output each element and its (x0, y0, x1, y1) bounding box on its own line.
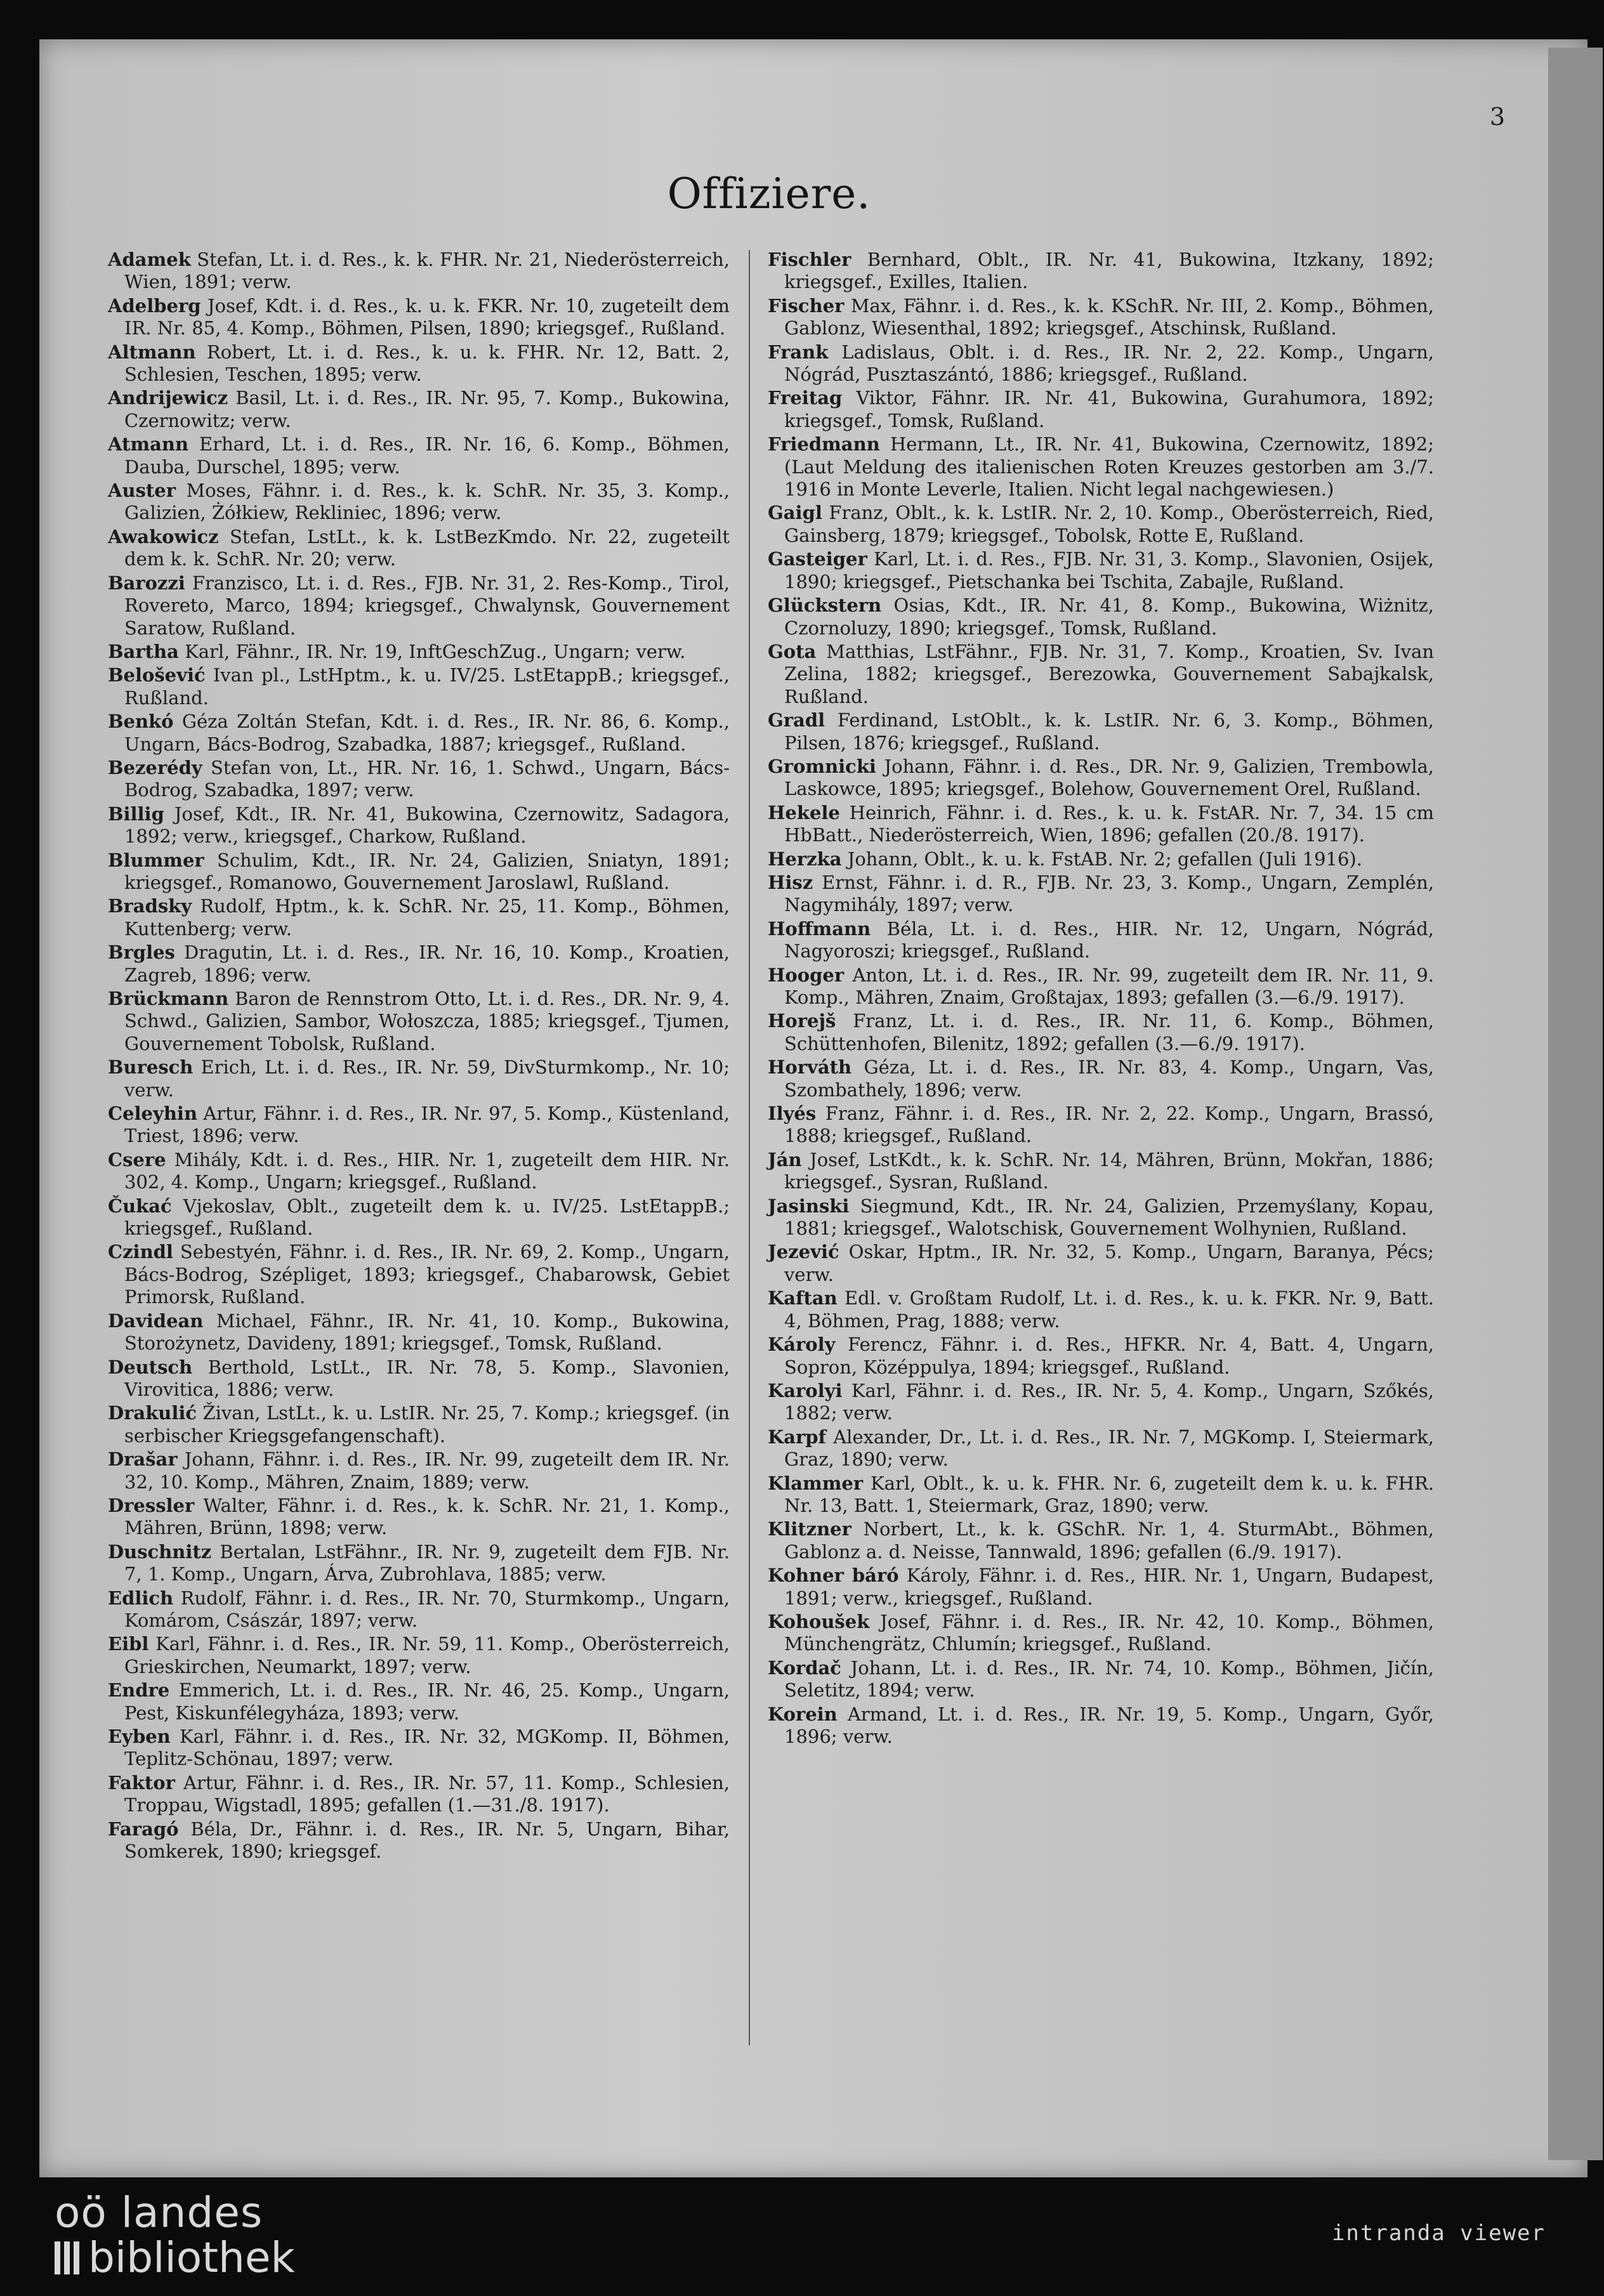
list-entry (108, 1633, 730, 1678)
entry-details: Johann, Lt. i. d. Res., IR. Nr. 74, 10. Komp., Böhmen, Jičín, Seletitz, 1894; verw. (784, 1656, 1434, 1702)
column-divider (749, 250, 750, 2045)
entry-details: Rudolf, Fähnr. i. d. Res., IR. Nr. 70, Sturmkomp., Ungarn, Komárom, Császár, 1897; verw. (124, 1587, 730, 1631)
entry-details: Karl, Oblt., k. u. k. FHR. Nr. 6, zugeteilt dem k. u. k. FHR. Nr. 13, Batt. 1, Steiermark, Graz, 1890; verw. (784, 1472, 1434, 1516)
list-entry (108, 1356, 730, 1401)
entry-surname: Hoffmann (768, 917, 871, 940)
list-entry (108, 664, 730, 709)
entry-details: Max, Fähnr. i. d. Res., k. k. KSchR. Nr. III, 2. Komp., Böhmen, Gablonz, Wiesenthal, 1892; kriegsgef., Atschinsk, Rußland. (784, 294, 1434, 339)
list-entry (768, 1473, 1434, 1518)
entry-details: Robert, Lt. i. d. Res., k. u. k. FHR. Nr. 12, Batt. 2, Schlesien, Teschen, 1895; verw. (124, 341, 730, 386)
scanned-page (39, 39, 1588, 2177)
entry-details: Josef, Kdt. i. d. Res., k. u. k. FKR. Nr. 10, zugeteilt dem IR. Nr. 85, 4. Komp., Böhmen, Pilsen, 1890; kriegsgef., Rußland. (124, 294, 730, 339)
entry-surname: Drašar (108, 1448, 178, 1471)
entry-details: Osias, Kdt., IR. Nr. 41, 8. Komp., Bukowina, Wiżnitz, Czornoluzy, 1890; kriegsgef., Tomsk, Rußland. (784, 594, 1434, 639)
left-column (108, 249, 730, 1864)
entry-details: Ferdinand, LstOblt., k. k. LstIR. Nr. 6, 3. Komp., Böhmen, Pilsen, 1876; kriegsgef., Rußland. (784, 709, 1434, 754)
entry-surname: Awakowicz (108, 525, 219, 548)
entry-surname: Klammer (768, 1472, 864, 1494)
entry-details: Sebestyén, Fähnr. i. d. Res., IR. Nr. 69, 2. Komp., Ungarn, Bács-Bodrog, Szépliget, 1893; kriegsgef., Chabarowsk, Gebiet Primorsk, Rußland. (124, 1241, 730, 1308)
entry-surname: Auster (108, 480, 176, 502)
entry-details: Johann, Fähnr. i. d. Res., IR. Nr. 99, zugeteilt dem IR. Nr. 32, 10. Komp., Mähren, Znaim, 1889; verw. (124, 1448, 730, 1493)
entry-surname: Friedmann (768, 433, 880, 456)
entry-details: Artur, Fähnr. i. d. Res., IR. Nr. 57, 11. Komp., Schlesien, Troppau, Wigstadl, 1895; gefallen (1.—31./8. 1917). (124, 1771, 730, 1816)
entry-surname: Deutsch (108, 1356, 193, 1378)
list-entry (768, 594, 1434, 640)
entry-details: Erhard, Lt. i. d. Res., IR. Nr. 16, 6. Komp., Böhmen, Dauba, Durschel, 1895; verw. (124, 433, 730, 478)
entry-details: Stefan von, Lt., HR. Nr. 16, 1. Schwd., Ungarn, Bács-Bodrog, Szabadka, 1897; verw. (124, 756, 730, 801)
entry-details: Stefan, LstLt., k. k. LstBezKmdo. Nr. 22, zugeteilt dem k. k. SchR. Nr. 20; verw. (124, 525, 730, 570)
list-entry (768, 1334, 1434, 1379)
list-entry (768, 1287, 1434, 1332)
entry-surname: Faragó (108, 1818, 179, 1840)
entry-surname: Horváth (768, 1056, 852, 1079)
entry-details: Franz, Oblt., k. k. LstIR. Nr. 2, 10. Komp., Oberösterreich, Ried, Gainsberg, 1879; kriegsgef., Tobolsk, Rotte E, Rußland. (784, 502, 1434, 546)
list-entry (108, 526, 730, 571)
list-entry (768, 1657, 1434, 1702)
entry-surname: Benkó (108, 711, 174, 733)
entry-surname: Blummer (108, 849, 204, 871)
entry-details: Rudolf, Hptm., k. k. SchR. Nr. 25, 11. Komp., Böhmen, Kuttenberg; verw. (124, 895, 730, 940)
entry-details: Norbert, Lt., k. k. GSchR. Nr. 1, 4. SturmAbt., Böhmen, Gablonz a. d. Neisse, Tannwald, 1896; gefallen (6./9. 1917). (784, 1518, 1434, 1563)
list-entry (108, 1818, 730, 1863)
list-entry (768, 1611, 1434, 1656)
entry-details: Ernst, Fähnr. i. d. R., FJB. Nr. 23, 3. Komp., Ungarn, Zemplén, Nagymihály, 1897; verw. (784, 871, 1434, 916)
entry-surname: Ilyés (768, 1103, 817, 1125)
list-entry (108, 295, 730, 340)
entry-surname: Hooger (768, 964, 845, 986)
entry-details: Karl, Fähnr. i. d. Res., IR. Nr. 5, 4. Komp., Ungarn, Szőkés, 1882; verw. (784, 1379, 1434, 1424)
list-entry (768, 1241, 1434, 1286)
entry-details: Oskar, Hptm., IR. Nr. 32, 5. Komp., Ungarn, Baranya, Pécs; verw. (784, 1241, 1434, 1285)
list-entry (108, 1103, 730, 1148)
entry-surname: Gasteiger (768, 548, 867, 570)
list-entry (108, 1495, 730, 1540)
logo-bars-icon (55, 2241, 79, 2274)
entry-details: Artur, Fähnr. i. d. Res., IR. Nr. 97, 5. Komp., Küstenland, Triest, 1896; verw. (124, 1103, 730, 1147)
entry-surname: Gaigl (768, 502, 822, 524)
entry-surname: Korein (768, 1703, 838, 1725)
entry-surname: Herzka (768, 848, 842, 870)
entry-details: Dragutin, Lt. i. d. Res., IR. Nr. 16, 10. Komp., Kroatien, Zagreb, 1896; verw. (124, 941, 730, 986)
entry-details: Mihály, Kdt. i. d. Res., HIR. Nr. 1, zugeteilt dem HIR. Nr. 302, 4. Komp., Ungarn; kriegsgef., Rußland. (124, 1148, 730, 1193)
entry-surname: Gradl (768, 709, 825, 731)
list-entry (108, 850, 730, 895)
entry-details: Alexander, Dr., Lt. i. d. Res., IR. Nr. 7, MGKomp. I, Steiermark, Graz, 1890; verw. (784, 1426, 1434, 1471)
entry-details: Živan, LstLt., k. u. LstIR. Nr. 25, 7. Komp.; kriegsgef. (in serbischer Kriegsgefangenschaft). (124, 1402, 730, 1446)
entry-surname: Dressler (108, 1494, 195, 1516)
list-entry (768, 1565, 1434, 1610)
list-entry (108, 572, 730, 640)
list-entry (768, 1103, 1434, 1148)
entry-surname: Klitzner (768, 1518, 851, 1540)
entry-details: Franz, Fähnr. i. d. Res., IR. Nr. 2, 22. Komp., Ungarn, Brassó, 1888; kriegsgef., Rußland. (784, 1103, 1434, 1147)
list-entry (108, 341, 730, 386)
list-entry (768, 548, 1434, 593)
entry-details: Béla, Lt. i. d. Res., HIR. Nr. 12, Ungarn, Nógrád, Nagyoroszi; kriegsgef., Rußland. (784, 917, 1434, 962)
entry-details: Bertalan, LstFähnr., IR. Nr. 9, zugeteilt dem FJB. Nr. 7, 1. Komp., Ungarn, Árva, Zubrohlava, 1885; verw. (124, 1540, 730, 1585)
list-entry (768, 249, 1434, 294)
list-entry (768, 387, 1434, 432)
entry-surname: Duschnitz (108, 1540, 212, 1563)
list-entry (768, 1149, 1434, 1194)
entry-surname: Faktor (108, 1771, 175, 1794)
entry-surname: Kaftan (768, 1287, 838, 1309)
entry-details: Ferencz, Fähnr. i. d. Res., HFKR. Nr. 4, Batt. 4, Ungarn, Sopron, Középpulya, 1894; kriegsgef., Rußland. (784, 1334, 1434, 1378)
list-entry (768, 756, 1434, 801)
list-entry (768, 1195, 1434, 1240)
entry-surname: Bezerédy (108, 756, 202, 778)
list-entry (108, 1241, 730, 1308)
list-entry (768, 502, 1434, 547)
entry-details: Erich, Lt. i. d. Res., IR. Nr. 59, DivSturmkomp., Nr. 10; verw. (124, 1056, 730, 1101)
entry-surname: Kordač (768, 1656, 841, 1679)
entry-surname: Billig (108, 803, 164, 825)
entry-surname: Bradsky (108, 895, 192, 917)
list-entry (108, 1587, 730, 1632)
entry-details: Michael, Fähnr., IR. Nr. 41, 10. Komp., Bukowina, Storożynetz, Davideny, 1891; kriegsgef., Tomsk, Rußland. (124, 1309, 730, 1355)
logo-text-top: oö landes (55, 2188, 263, 2237)
entry-surname: Drakulić (108, 1402, 197, 1424)
list-entry (768, 872, 1434, 917)
entry-details: Karl, Lt. i. d. Res., FJB. Nr. 31, 3. Komp., Slavonien, Osijek, 1890; kriegsgef., Pietschanka bei Tschita, Zabajle, Rußland. (784, 548, 1434, 593)
entry-surname: Jezević (768, 1241, 839, 1263)
entry-details: Basil, Lt. i. d. Res., IR. Nr. 95, 7. Komp., Bukowina, Czernowitz; verw. (124, 387, 730, 431)
list-entry (768, 1703, 1434, 1748)
list-entry (768, 295, 1434, 340)
entry-surname: Edlich (108, 1587, 174, 1609)
list-entry (108, 803, 730, 848)
list-entry (108, 1310, 730, 1355)
entry-details: Johann, Fähnr. i. d. Res., DR. Nr. 9, Galizien, Trembowla, Laskowce, 1895; kriegsgef., Bolehow, Gouvernement Orel, Rußland. (784, 755, 1434, 800)
list-entry (768, 709, 1434, 754)
entry-surname: Eyben (108, 1726, 171, 1747)
entry-surname: Horejš (768, 1010, 836, 1032)
entry-surname: Frank (768, 341, 829, 363)
list-entry (108, 1726, 730, 1771)
entry-details: Josef, LstKdt., k. k. SchR. Nr. 14, Mähren, Brünn, Mokřan, 1886; kriegsgef., Sysran, Rußland. (784, 1148, 1434, 1193)
entry-details: Viktor, Fähnr. IR. Nr. 41, Bukowina, Gurahumora, 1892; kriegsgef., Tomsk, Rußland. (784, 387, 1434, 431)
entry-details: Karl, Fähnr., IR. Nr. 19, InftGeschZug., Ungarn; verw. (178, 640, 686, 662)
entry-details: Schulim, Kdt., IR. Nr. 24, Galizien, Sniatyn, 1891; kriegsgef., Romanowo, Gouvernement Jaroslawl, Rußland. (124, 849, 730, 893)
entry-surname: Davidean (108, 1309, 204, 1332)
list-entry (108, 757, 730, 802)
entry-details: Johann, Oblt., k. u. k. FstAB. Nr. 2; gefallen (Juli 1916). (841, 848, 1362, 870)
entry-surname: Celeyhin (108, 1103, 198, 1125)
entry-details: Siegmund, Kdt., IR. Nr. 24, Galizien, Przemyślany, Kopau, 1881; kriegsgef., Walotschisk, Gouvernement Wolhynien, Rußland. (784, 1195, 1434, 1240)
entry-details: Berthold, LstLt., IR. Nr. 78, 5. Komp., Slavonien, Virovitica, 1886; verw. (124, 1356, 730, 1400)
entry-details: Géza, Lt. i. d. Res., IR. Nr. 83, 4. Komp., Ungarn, Vas, Szombathely, 1896; verw. (784, 1056, 1434, 1101)
page-number: 3 (1489, 103, 1505, 131)
entry-surname: Buresch (108, 1056, 194, 1079)
list-entry (108, 1541, 730, 1586)
list-entry (108, 387, 730, 432)
list-entry (108, 941, 730, 987)
list-entry (768, 1518, 1434, 1563)
list-entry (108, 1772, 730, 1817)
list-entry (768, 918, 1434, 963)
library-logo (55, 2188, 295, 2282)
entry-surname: Gota (768, 640, 817, 662)
entry-surname: Gromnicki (768, 755, 876, 777)
list-entry (108, 1402, 730, 1447)
entry-surname: Czindl (108, 1241, 173, 1263)
list-entry (108, 711, 730, 756)
entry-details: Anton, Lt. i. d. Res., IR. Nr. 99, zugeteilt dem IR. Nr. 11, 9. Komp., Mähren, Znaim, Großtajax, 1893; gefallen (3.—6./9. 1917). (784, 964, 1434, 1008)
entry-surname: Jasinski (768, 1195, 850, 1217)
entry-surname: Glückstern (768, 594, 882, 617)
entry-details: Vjekoslav, Oblt., zugeteilt dem k. u. IV/25. LstEtappB.; kriegsgef., Rußland. (124, 1195, 730, 1240)
entry-surname: Kohoušek (768, 1610, 870, 1632)
entry-details: Hermann, Lt., IR. Nr. 41, Bukowina, Czernowitz, 1892; (Laut Meldung des italienischen Roten Kreuzes gestorben am 3./7. 1916 in Monte Leverle, Italien. Nicht legal nachgewiesen.) (784, 433, 1434, 501)
entry-surname: Karpf (768, 1426, 827, 1448)
entry-details: Franzisco, Lt. i. d. Res., FJB. Nr. 31, 2. Res-Komp., Tirol, Rovereto, Marco, 1894; kriegsgef., Chwalynsk, Gouvernement Saratow, Rußland. (124, 572, 730, 639)
entry-details: Károly, Fähnr. i. d. Res., HIR. Nr. 1, Ungarn, Budapest, 1891; verw., kriegsgef., Rußland. (784, 1565, 1434, 1609)
list-entry (768, 1010, 1434, 1055)
list-entry (108, 433, 730, 478)
entry-surname: Adamek (108, 249, 191, 270)
list-entry (768, 848, 1434, 870)
right-column (768, 249, 1434, 1749)
entry-details: Josef, Fähnr. i. d. Res., IR. Nr. 42, 10. Komp., Böhmen, Münchengrätz, Chlumín; kriegsgef., Rußland. (784, 1610, 1434, 1655)
list-entry (108, 249, 730, 294)
entry-surname: Andrijewicz (108, 387, 228, 409)
entry-details: Josef, Kdt., IR. Nr. 41, Bukowina, Czernowitz, Sadagora, 1892; verw., kriegsgef., Charkow, Rußland. (124, 803, 730, 848)
entry-details: Karl, Fähnr. i. d. Res., IR. Nr. 32, MGKomp. II, Böhmen, Teplitz-Schönau, 1897; verw. (124, 1726, 730, 1770)
entry-surname: Csere (108, 1148, 166, 1171)
entry-surname: Belošević (108, 664, 206, 686)
entry-details: Bernhard, Oblt., IR. Nr. 41, Bukowina, Itzkany, 1892; kriegsgef., Exilles, Italien. (784, 249, 1434, 293)
entry-surname: Hisz (768, 871, 813, 893)
list-entry (768, 1056, 1434, 1101)
entry-details: Emmerich, Lt. i. d. Res., IR. Nr. 46, 25. Komp., Ungarn, Pest, Kiskunfélegyháza, 1893; verw. (124, 1679, 730, 1724)
logo-text-bottom: bibliothek (88, 2233, 295, 2282)
entry-details: Heinrich, Fähnr. i. d. Res., k. u. k. FstAR. Nr. 7, 34. 15 cm HbBatt., Niederösterreich, Wien, 1896; gefallen (20./8. 1917). (784, 801, 1434, 846)
entry-details: Béla, Dr., Fähnr. i. d. Res., IR. Nr. 5, Ungarn, Bihar, Somkerek, 1890; kriegsgef. (124, 1818, 730, 1863)
list-entry (768, 802, 1434, 847)
list-entry (108, 1679, 730, 1724)
entry-details: Ladislaus, Oblt. i. d. Res., IR. Nr. 2, 22. Komp., Ungarn, Nógrád, Pusztaszántó, 1886; kriegsgef., Rußland. (784, 341, 1434, 386)
list-entry (108, 1195, 730, 1240)
list-entry (108, 988, 730, 1055)
page-title: Offiziere. (667, 169, 871, 218)
list-entry (768, 1380, 1434, 1425)
entry-details: Géza Zoltán Stefan, Kdt. i. d. Res., IR. Nr. 86, 6. Komp., Ungarn, Bács-Bodrog, Szabadka, 1887; kriegsgef., Rußland. (124, 711, 730, 755)
logo-text-bottom-row (55, 2234, 295, 2282)
entry-details: Ivan pl., LstHptm., k. u. IV/25. LstEtappB.; kriegsgef., Rußland. (124, 664, 730, 709)
entry-surname: Altmann (108, 341, 196, 363)
entry-surname: Fischler (768, 249, 851, 270)
entry-details: Franz, Lt. i. d. Res., IR. Nr. 11, 6. Komp., Böhmen, Schüttenhofen, Bilenitz, 1892; gefallen (3.—6./9. 1917). (784, 1010, 1434, 1054)
entry-details: Armand, Lt. i. d. Res., IR. Nr. 19, 5. Komp., Ungarn, Győr, 1896; verw. (784, 1703, 1434, 1747)
list-entry (768, 341, 1434, 386)
entry-details: Matthias, LstFähnr., FJB. Nr. 31, 7. Komp., Kroatien, Sv. Ivan Zelina, 1882; kriegsgef., Berezowka, Gouvernement Sabajkalsk, Rußland. (784, 640, 1434, 707)
entry-surname: Bartha (108, 640, 179, 662)
entry-details: Edl. v. Großtam Rudolf, Lt. i. d. Res., k. u. k. FKR. Nr. 9, Batt. 4, Böhmen, Prag, 1888; verw. (784, 1287, 1434, 1332)
list-entry (108, 895, 730, 940)
entry-details: Baron de Rennstrom Otto, Lt. i. d. Res., DR. Nr. 9, 4. Schwd., Galizien, Sambor, Wołoszcza, 1885; kriegsgef., Tjumen, Gouvernement Tobolsk, Rußland. (124, 988, 730, 1054)
list-entry (108, 641, 730, 663)
entry-surname: Fischer (768, 294, 845, 317)
entry-surname: Brückmann (108, 988, 229, 1009)
entry-details: Moses, Fähnr. i. d. Res., k. k. SchR. Nr. 35, 3. Komp., Galizien, Żółkiew, Rekliniec, 1896; verw. (124, 480, 730, 524)
entry-surname: Kohner báró (768, 1565, 899, 1587)
list-entry (108, 1149, 730, 1194)
list-entry (768, 641, 1434, 708)
entry-surname: Endre (108, 1679, 170, 1702)
entry-details: Walter, Fähnr. i. d. Res., k. k. SchR. Nr. 21, 1. Komp., Mähren, Brünn, 1898; verw. (124, 1494, 730, 1539)
entry-surname: Čukać (108, 1195, 172, 1217)
list-entry (108, 1448, 730, 1493)
entry-details: Stefan, Lt. i. d. Res., k. k. FHR. Nr. 21, Niederösterreich, Wien, 1891; verw. (124, 249, 730, 293)
entry-surname: Barozzi (108, 572, 185, 594)
list-entry (108, 1056, 730, 1101)
entry-surname: Ján (768, 1148, 802, 1171)
entry-surname: Károly (768, 1334, 836, 1356)
list-entry (768, 1426, 1434, 1471)
viewer-label: intranda viewer (1331, 2221, 1546, 2246)
entry-surname: Brgles (108, 941, 175, 964)
entry-surname: Adelberg (108, 294, 201, 317)
page-edge (1548, 48, 1603, 2160)
list-entry (768, 433, 1434, 501)
entry-surname: Freitag (768, 387, 843, 409)
entry-surname: Hekele (768, 801, 840, 823)
list-entry (768, 964, 1434, 1009)
entry-surname: Atmann (108, 433, 189, 456)
entry-details: Karl, Fähnr. i. d. Res., IR. Nr. 59, 11. Komp., Oberösterreich, Grieskirchen, Neumarkt, 1897; verw. (124, 1633, 730, 1677)
list-entry (108, 480, 730, 525)
entry-surname: Eibl (108, 1633, 149, 1655)
entry-surname: Karolyi (768, 1379, 843, 1401)
